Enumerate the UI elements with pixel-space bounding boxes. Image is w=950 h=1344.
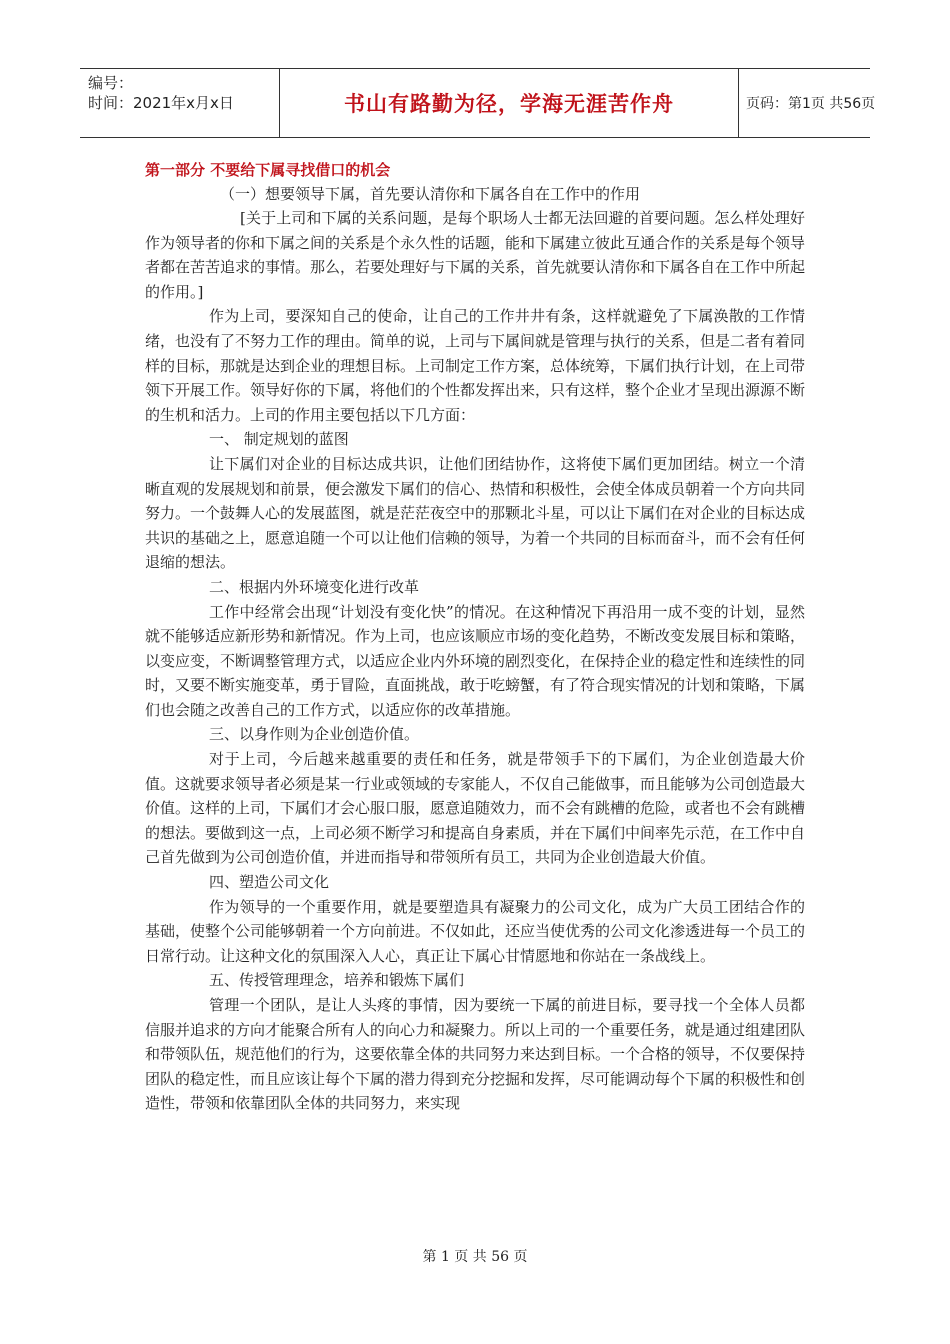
section-5-heading: 五、传授管理理念，培养和锻炼下属们 [209,971,465,990]
part-title: 第一部分 不要给下属寻找借口的机会 [145,161,391,179]
paragraph-3: 工作中经常会出现“计划没有变化快”的情况。在这种情况下再沿用一成不变的计划，显然就不能够适应新形势和新情况。作为上司，也应该顺应市场的变化趋势，不断改变发展目标和策略，以变应变，不断调整管理方式，以适应企业内外环境的剧烈变化，在保持企业的稳定性和连续性的同时，又要不断实施变革，勇于冒险，直面挑战，敢于吃螃蟹，有了符合现实情况的计划和策略，下属们也会随之改善自己的工作方式，以适应你的改革措施。 [145,602,806,719]
date-label: 时间：2021年x月x日 [88,94,234,112]
section-3-heading: 三、以身作则为企业创造价值。 [209,725,420,744]
document-header [80,68,876,138]
section-subtitle: （一）想要领导下属，首先要认清你和下属各自在工作中的作用 [220,185,641,203]
paragraph-6: 管理一个团队，是让人头疼的事情，因为要统一下属的前进目标，要寻找一个全体人员都信服并追求的方向才能聚合所有人的向心力和凝聚力。所以上司的一个重要任务，就是通过组建团队和带领队伍，规范他们的行为，这要依靠全体的共同努力来达到目标。一个合格的领导，不仅要保持团队的稳定性，而且应该让每个下属的潜力得到充分挖掘和发挥，尽可能调动每个下属的积极性和创造性，带领和依靠团队全体的共同努力，来实现 [145,996,806,1113]
page-footer: 第 1 页 共 56 页 [422,1249,528,1265]
paragraph-5: 作为领导的一个重要作用，就是要塑造具有凝聚力的公司文化，成为广大员工团结合作的基础，使整个公司能够朝着一个方向前进。不仅如此，还应当使优秀的公司文化渗透进每一个员工的日常行动。让这种文化的氛围深入人心，真正让下属心甘情愿地和你站在一条战线上。 [145,897,806,965]
paragraph-4: 对于上司，今后越来越重要的责任和任务，就是带领手下的下属们，为企业创造最大价值。这就要求领导者必须是某一行业或领域的专家能人，不仅自己能做事，而且能够为公司创造最大价值。这样的上司，下属们才会心服口服，愿意追随效力，而不会有跳槽的危险，或者也不会有跳槽的想法。要做到这一点，上司必须不断学习和提高自身素质，并在下属们中间率先示范，在工作中自己首先做到为公司创造价值，并进而指导和带领所有员工，共同为企业创造最大价值。 [145,750,806,867]
intro-paragraph: [关于上司和下属的关系问题，是每个职场人士都无法回避的首要问题。怎么样处理好作为领导者的你和下属之间的关系是个永久性的话题，能和下属建立彼此互通合作的关系是每个领导者都在苦苦追求的事情。那么，若要处理好与下属的关系，首先就要认清你和下属各自在工作中所起的作用。] [145,209,806,301]
document-body [145,158,805,1116]
header-page-label: 页码：第1页 共56页 [746,96,876,112]
section-1-heading: 一、 制定规划的蓝图 [209,430,349,449]
section-2-heading: 二、根据内外环境变化进行改革 [209,577,420,596]
section-4-heading: 四、塑造公司文化 [209,873,330,892]
header-motto: 书山有路勤为径，学海无涯苦作舟 [280,69,739,137]
paragraph-1: 作为上司，要深知自己的使命，让自己的工作井井有条，这样就避免了下属涣散的工作情绪，也没有了不努力工作的理由。简单的说，上司与下属间就是管理与执行的关系，但是二者有着同样的目标，那就是达到企业的理想目标。上司制定工作方案，总体统筹，下属们执行计划，在上司带领下开展工作。领导好你的下属，将他们的个性都发挥出来，只有这样，整个企业才呈现出源源不断的生机和活力。上司的作用主要包括以下几方面： [145,307,806,424]
header-meta [80,69,280,137]
paragraph-2: 让下属们对企业的目标达成共识，让他们团结协作，这将使下属们更加团结。树立一个清晰直观的发展规划和前景，便会激发下属们的信心、热情和积极性，会使全体成员朝着一个方向共同努力。一个鼓舞人心的发展蓝图，就是茫茫夜空中的那颗北斗星，可以让下属们在对企业的目标达成共识的基础之上，愿意追随一个可以让他们信赖的领导，为着一个共同的目标而奋斗，而不会有任何退缩的想法。 [145,454,806,572]
number-label: 编号： [88,74,134,92]
